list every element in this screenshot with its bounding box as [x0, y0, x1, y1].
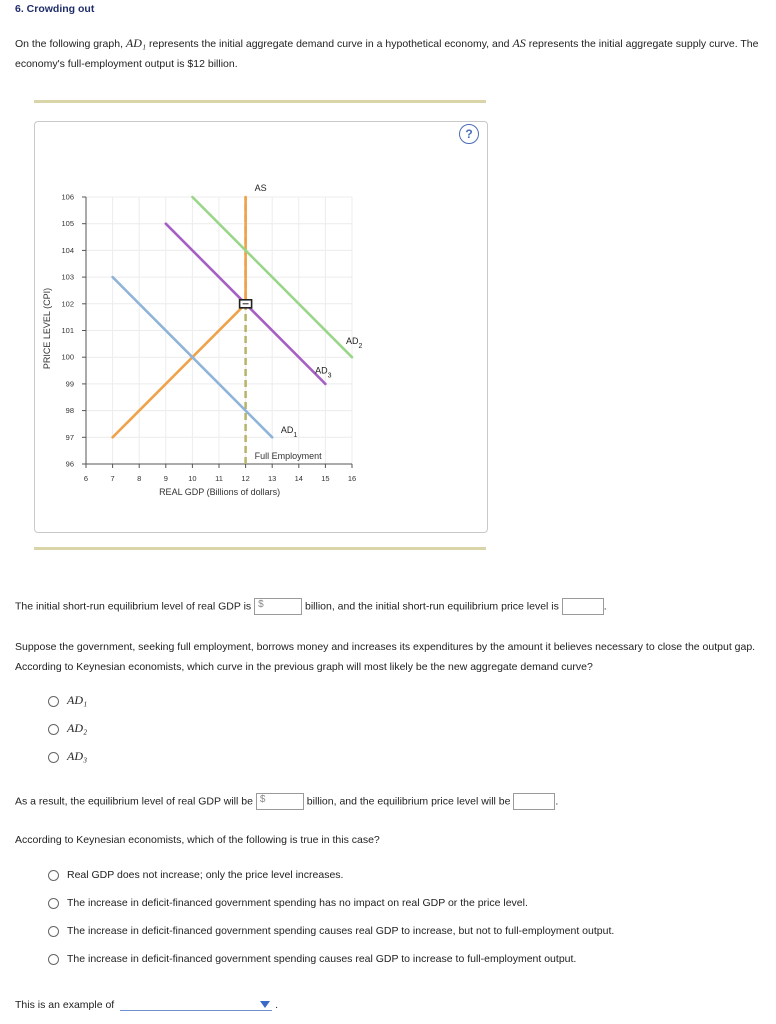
q3-text-before: As a result, the equilibrium level of real GDP will be [15, 795, 253, 808]
x-tick-label: 12 [241, 474, 250, 483]
q4-option-3[interactable] [48, 925, 614, 937]
full-employment-label: Full Employment [254, 451, 322, 461]
series-line-as [113, 197, 246, 437]
y-tick-label: 100 [61, 352, 74, 362]
x-tick-label: 7 [110, 474, 115, 483]
x-tick-label: 14 [294, 474, 303, 483]
x-tick-label: 8 [137, 474, 142, 483]
y-tick-label: 101 [61, 326, 74, 335]
x-tick-label: 10 [188, 474, 197, 483]
q2-option-3[interactable] [48, 749, 87, 764]
q1-text-after: . [603, 600, 607, 613]
x-tick-label: 16 [347, 474, 357, 483]
chart-ticks [61, 193, 356, 484]
q5-text: This is an example of [15, 999, 115, 1011]
q4-option-2[interactable] [48, 897, 528, 909]
q2-option-2[interactable] [48, 721, 87, 736]
question-title: 6. Crowding out [15, 3, 95, 15]
q4-option-label: The increase in deficit-financed government spending causes real GDP to increase, but not to full-employment output. [67, 925, 615, 937]
x-tick-label: 6 [83, 474, 89, 483]
intro-part-3: represents the initial aggregate supply curve. The economy's full-employment output is $12 billion. [15, 38, 759, 70]
radio-icon[interactable] [48, 696, 59, 707]
question-4: According to Keynesian economists, which of the following is true in this case? [15, 834, 380, 846]
q1-text-before: The initial short-run equilibrium level of real GDP is [15, 600, 252, 613]
q4-option-label: Real GDP does not increase; only the price level increases. [67, 869, 344, 881]
series-label-main: AD [346, 336, 359, 347]
radio-icon[interactable] [48, 898, 59, 909]
intro-ad1: AD₁ [125, 36, 147, 50]
q2-option-1[interactable] [48, 693, 87, 708]
intro-part-2: represents the initial aggregate demand curve in a hypothetical economy, and [146, 38, 513, 50]
q1-gdp-input[interactable] [254, 598, 302, 615]
y-tick-label: 98 [65, 406, 74, 416]
q3-text-after: . [555, 795, 559, 808]
x-axis-label: REAL GDP (Billions of dollars) [159, 487, 281, 497]
q1-text-mid: billion, and the initial short-run equilibrium price level is [305, 600, 559, 613]
radio-icon[interactable] [48, 724, 59, 735]
series-label-sub: 1 [293, 431, 298, 439]
q1-price-input[interactable] [562, 598, 604, 615]
dropdown-arrow-icon[interactable] [260, 1001, 270, 1008]
question-1 [15, 598, 607, 615]
q3-text-mid: billion, and the equilibrium price level will be [306, 795, 511, 808]
y-tick-label: 102 [61, 299, 74, 309]
y-tick-label: 105 [61, 219, 74, 229]
q3-price-input[interactable] [513, 793, 555, 810]
series-label-ad2 [346, 336, 363, 350]
q4-option-label: The increase in deficit-financed government spending causes real GDP to increase to full-employment output. [67, 953, 577, 965]
q2-option-label: AD₃ [67, 749, 88, 763]
x-tick-label: 15 [321, 474, 330, 483]
series-label-sub: 2 [358, 343, 363, 351]
chart-labels [42, 183, 363, 497]
intro-as: AS [512, 36, 526, 50]
y-tick-label: 106 [61, 192, 74, 202]
question-5 [15, 998, 278, 1011]
series-label-main: AD [315, 365, 328, 376]
radio-icon[interactable] [48, 954, 59, 965]
q4-option-4[interactable] [48, 953, 576, 965]
x-tick-label: 11 [215, 474, 223, 483]
x-tick-label: 13 [268, 474, 277, 483]
q5-text-after: . [275, 999, 278, 1011]
y-tick-label: 99 [65, 379, 74, 389]
y-tick-label: 97 [65, 432, 74, 442]
radio-icon[interactable] [48, 926, 59, 937]
q5-dropdown[interactable] [120, 998, 272, 1011]
intro-part-1: On the following graph, [15, 38, 126, 50]
q2-option-label: AD₁ [67, 693, 88, 707]
y-tick-label: 104 [61, 245, 74, 255]
y-tick-label: 103 [61, 272, 74, 282]
help-icon[interactable]: ? [459, 124, 479, 144]
radio-icon[interactable] [48, 870, 59, 881]
y-axis-label: PRICE LEVEL (CPI) [42, 287, 52, 370]
question-3 [15, 793, 558, 810]
series-label-main: AD [280, 424, 294, 435]
series-label-as [255, 183, 267, 193]
divider-bottom [34, 547, 486, 550]
x-tick-label: 9 [163, 474, 168, 483]
question-2: Suppose the government, seeking full employment, borrows money and increases its expenditures by the amount it believes necessary to close the output gap. According to Keynesian economists, which curve in the previous graph will most likely be the new aggregate demand curve? [15, 641, 756, 673]
radio-icon[interactable] [48, 752, 59, 763]
series-label-main: AS [254, 183, 267, 193]
q2-option-label: AD₂ [67, 721, 88, 735]
q4-option-label: The increase in deficit-financed government spending has no impact on real GDP or the price level. [67, 897, 528, 909]
y-tick-label: 96 [65, 459, 74, 469]
q3-gdp-input[interactable] [256, 793, 304, 810]
series-label-sub: 3 [327, 372, 332, 380]
q4-option-1[interactable] [48, 869, 343, 881]
